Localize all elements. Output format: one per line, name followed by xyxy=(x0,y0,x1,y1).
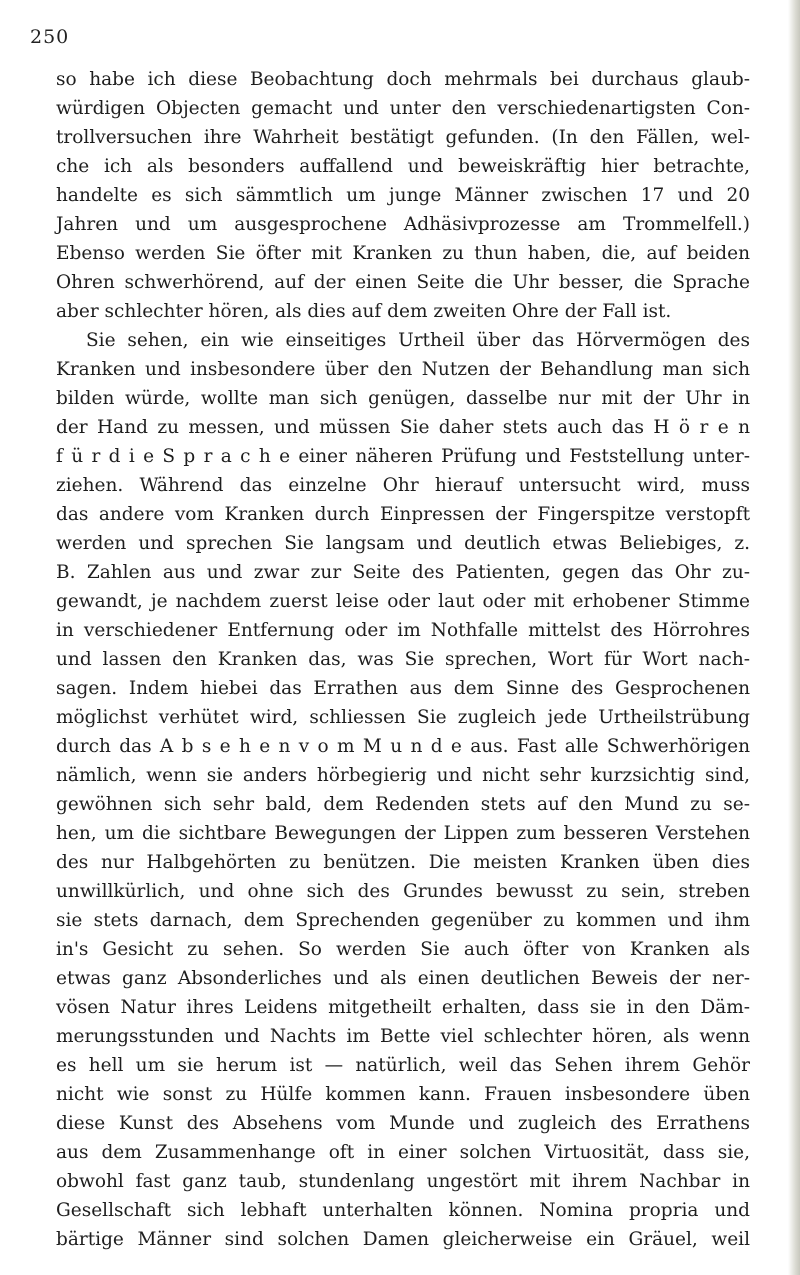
text-line: werden und sprechen Sie langsam und deutlich etwas Beliebiges, z. xyxy=(56,533,750,554)
text-line: obwohl fast ganz taub, stundenlang ungestört mit ihrem Nachbar in xyxy=(56,1171,750,1192)
text-line: möglichst verhütet wird, schliessen Sie zugleich jede Urtheilstrübung xyxy=(56,707,750,728)
text-line: B. Zahlen aus und zwar zur Seite des Patienten, gegen das Ohr zu- xyxy=(56,562,750,583)
text-line: diese Kunst des Absehens vom Munde und zugleich des Errathens xyxy=(56,1113,750,1134)
text-line: Ohren schwerhörend, auf der einen Seite die Uhr besser, die Sprache xyxy=(56,272,750,293)
text-line: f ü r d i e S p r a c h e einer näheren Prüfung und Feststellung unter- xyxy=(56,446,750,467)
text-line: che ich als besonders auffallend und beweiskräftig hier betrachte, xyxy=(56,156,750,177)
text-line: trollversuchen ihre Wahrheit bestätigt gefunden. (In den Fällen, wel- xyxy=(56,127,750,148)
text-line: Jahren und um ausgesprochene Adhäsivprozesse am Trommelfell.) xyxy=(56,214,750,235)
text-line: nicht wie sonst zu Hülfe kommen kann. Frauen insbesondere üben xyxy=(56,1084,750,1105)
text-line: vösen Natur ihres Leidens mitgetheilt erhalten, dass sie in den Däm- xyxy=(56,997,750,1018)
text-line: gewandt, je nachdem zuerst leise oder laut oder mit erhobener Stimme xyxy=(56,591,750,612)
text-line: des nur Halbgehörten zu benützen. Die meisten Kranken üben dies xyxy=(56,852,750,873)
text-line: sagen. Indem hiebei das Errathen aus dem Sinne des Gesprochenen xyxy=(56,678,750,699)
text-line: hen, um die sichtbare Bewegungen der Lippen zum besseren Verstehen xyxy=(56,823,750,844)
text-line: gewöhnen sich sehr bald, dem Redenden stets auf den Mund zu se- xyxy=(56,794,750,815)
body-text xyxy=(56,65,750,1254)
text-line: aber schlechter hören, als dies auf dem zweiten Ohre der Fall ist. xyxy=(56,301,672,322)
text-line: sie stets darnach, dem Sprechenden gegenüber zu kommen und ihm xyxy=(56,910,750,931)
text-line: handelte es sich sämmtlich um junge Männer zwischen 17 und 20 xyxy=(56,185,750,206)
text-line: so habe ich diese Beobachtung doch mehrmals bei durchaus glaub- xyxy=(56,69,750,90)
text-line: merungsstunden und Nachts im Bette viel schlechter hören, als wenn xyxy=(56,1026,750,1047)
text-line: bärtige Männer sind solchen Damen gleicherweise ein Gräuel, weil xyxy=(56,1229,750,1250)
text-line: es hell um sie herum ist — natürlich, weil das Sehen ihrem Gehör xyxy=(56,1055,750,1076)
text-line: würdigen Objecten gemacht und unter den verschiedenartigsten Con- xyxy=(56,98,750,119)
text-line: in verschiedener Entfernung oder im Nothfalle mittelst des Hörrohres xyxy=(56,620,750,641)
page-number: 250 xyxy=(30,26,70,48)
text-line: der Hand zu messen, und müssen Sie daher stets auch das H ö r e n xyxy=(56,417,750,438)
text-line: Kranken und insbesondere über den Nutzen der Behandlung man sich xyxy=(56,359,750,380)
text-line: unwillkürlich, und ohne sich des Grundes bewusst zu sein, streben xyxy=(56,881,750,902)
text-line: in's Gesicht zu sehen. So werden Sie auch öfter von Kranken als xyxy=(56,939,750,960)
text-line: bilden würde, wollte man sich genügen, dasselbe nur mit der Uhr in xyxy=(56,388,750,409)
text-line: das andere vom Kranken durch Einpressen der Fingerspitze verstopft xyxy=(56,504,750,525)
text-line: Sie sehen, ein wie einseitiges Urtheil über das Hörvermögen des xyxy=(86,330,750,351)
text-line: etwas ganz Absonderliches und als einen deutlichen Beweis der ner- xyxy=(56,968,750,989)
text-line: Gesellschaft sich lebhaft unterhalten können. Nomina propria und xyxy=(56,1200,750,1221)
text-line: nämlich, wenn sie anders hörbegierig und nicht sehr kurzsichtig sind, xyxy=(56,765,750,786)
text-line: durch das A b s e h e n v o m M u n d e aus. Fast alle Schwerhörigen xyxy=(56,736,750,757)
text-line: Ebenso werden Sie öfter mit Kranken zu thun haben, die, auf beiden xyxy=(56,243,750,264)
text-line: ziehen. Während das einzelne Ohr hierauf untersucht wird, muss xyxy=(56,475,750,496)
page-edge-shadow xyxy=(788,0,800,1275)
text-line: und lassen den Kranken das, was Sie sprechen, Wort für Wort nach- xyxy=(56,649,750,670)
text-line: aus dem Zusammenhange oft in einer solchen Virtuosität, dass sie, xyxy=(56,1142,750,1163)
